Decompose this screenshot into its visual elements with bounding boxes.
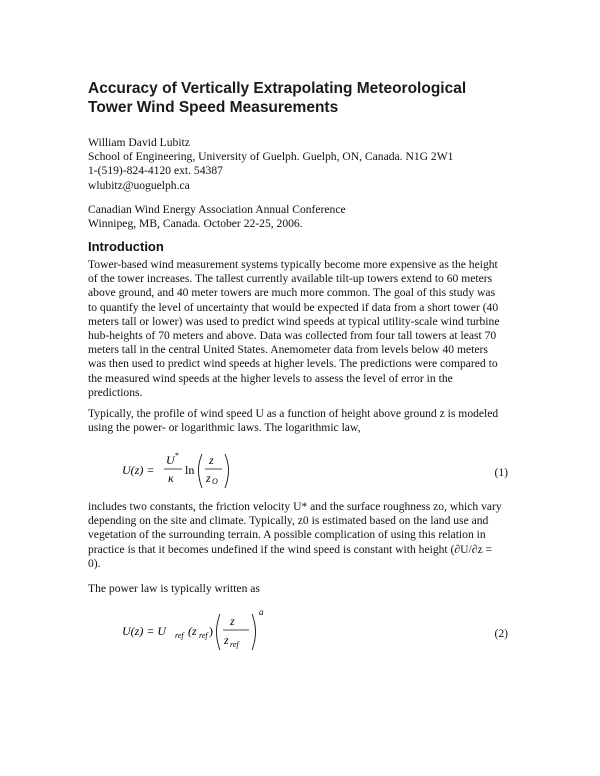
eq2-lhs: U(z) = U [122, 624, 167, 638]
text-line: was then used to predict wind speeds at higher levels. The predictions were compared to [88, 357, 498, 371]
eq1-lhs: U(z) = [122, 463, 155, 477]
text-line: meters tall or lower) was used to predict wind speeds at typical utility-scale wind turbine [88, 314, 500, 328]
text-line: of the tower increases. The tallest currently available tilt-up towers extend to 60 meters [88, 272, 493, 286]
equation-2-number: (2) [494, 627, 508, 640]
eq2-lhs-sub: ref [175, 631, 184, 640]
eq2-argument-close: ) [209, 624, 213, 638]
text-line: vegetation of the surrounding terrain. A possible complication of using this relation in [88, 528, 486, 542]
equation-1-number: (1) [494, 466, 508, 479]
eq1-numerator-sup: * [175, 451, 179, 460]
conference-location: Winnipeg, MB, Canada. October 22-25, 2006. [88, 217, 303, 231]
text-line: using the power- or logarithmic laws. The logarithmic law, [88, 421, 361, 435]
equation-2-formula [122, 604, 342, 658]
author-block [88, 136, 453, 193]
eq2-denominator-sub: ref [230, 640, 239, 649]
title-line-1: Accuracy of Vertically Extrapolating Meteorological [88, 80, 467, 97]
eq2-exponent: a [259, 607, 264, 617]
eq2-argument: (z [188, 624, 197, 638]
eq1-left-paren [199, 454, 203, 488]
conference-block [88, 203, 346, 231]
eq1-inner-denominator: z [206, 471, 211, 485]
author-email: wlubitz@uoguelph.ca [88, 178, 190, 192]
text-line: Tower-based wind measurement systems typically become more expensive as the height [88, 258, 498, 271]
eq1-ln: ln [185, 463, 195, 477]
eq1-inner-numerator: z [209, 453, 214, 467]
eq1-inner-denominator-sub: O [212, 477, 218, 486]
text-line: the measured wind speeds at the higher levels to assess the level of error in the [88, 371, 453, 385]
constants-paragraph [88, 500, 518, 571]
eq2-right-paren [252, 614, 256, 650]
text-line: depending on the site and climate. Typically, z0 is estimated based on the land use and [88, 514, 489, 528]
text-line: 0). [88, 556, 101, 570]
intro-paragraph [88, 258, 518, 400]
eq1-right-paren [225, 454, 229, 488]
text-line: includes two constants, the friction velocity U* and the surface roughness zo, which vary [88, 500, 502, 513]
text-line: above ground, and 40 meter towers are much more common. The goal of this study was [88, 286, 496, 300]
author-name: William David Lubitz [88, 136, 190, 149]
text-line: predictions. [88, 385, 143, 399]
title-line-2: Tower Wind Speed Measurements [88, 98, 339, 116]
conference-name: Canadian Wind Energy Association Annual Conference [88, 203, 346, 216]
eq2-left-paren [217, 614, 221, 650]
text-line: meters tall in the central United States. Anemometer data from levels below 40 meters [88, 343, 488, 357]
profile-paragraph [88, 407, 518, 435]
power-law-intro: The power law is typically written as [88, 582, 260, 595]
eq2-argument-sub: ref [199, 631, 208, 640]
equation-1 [88, 446, 508, 496]
section-heading: Introduction [88, 239, 164, 254]
text-line: hub-heights of 70 meters and above. Data was collected from four tall towers at least 70 [88, 329, 497, 343]
author-affiliation: School of Engineering, University of Guelph. Guelph, ON, Canada. N1G 2W1 [88, 150, 454, 164]
author-phone: 1-(519)-824-4120 ext. 54387 [88, 164, 223, 178]
text-line: practice is that it becomes undefined if the wind speed is constant with height (∂U/∂z = [88, 542, 493, 556]
equation-2 [88, 604, 508, 654]
eq2-numerator: z [230, 614, 235, 628]
eq2-denominator: z [224, 633, 229, 647]
eq1-numerator: U [166, 453, 175, 467]
equation-1-formula [122, 446, 322, 496]
paper-title [88, 80, 528, 117]
text-line: to quantify the level of uncertainty that would be expected if data from a short tower (40 [88, 300, 499, 314]
text-line: Typically, the profile of wind speed U as a function of height above ground z is modeled [88, 407, 499, 420]
eq1-denominator: κ [168, 471, 174, 485]
